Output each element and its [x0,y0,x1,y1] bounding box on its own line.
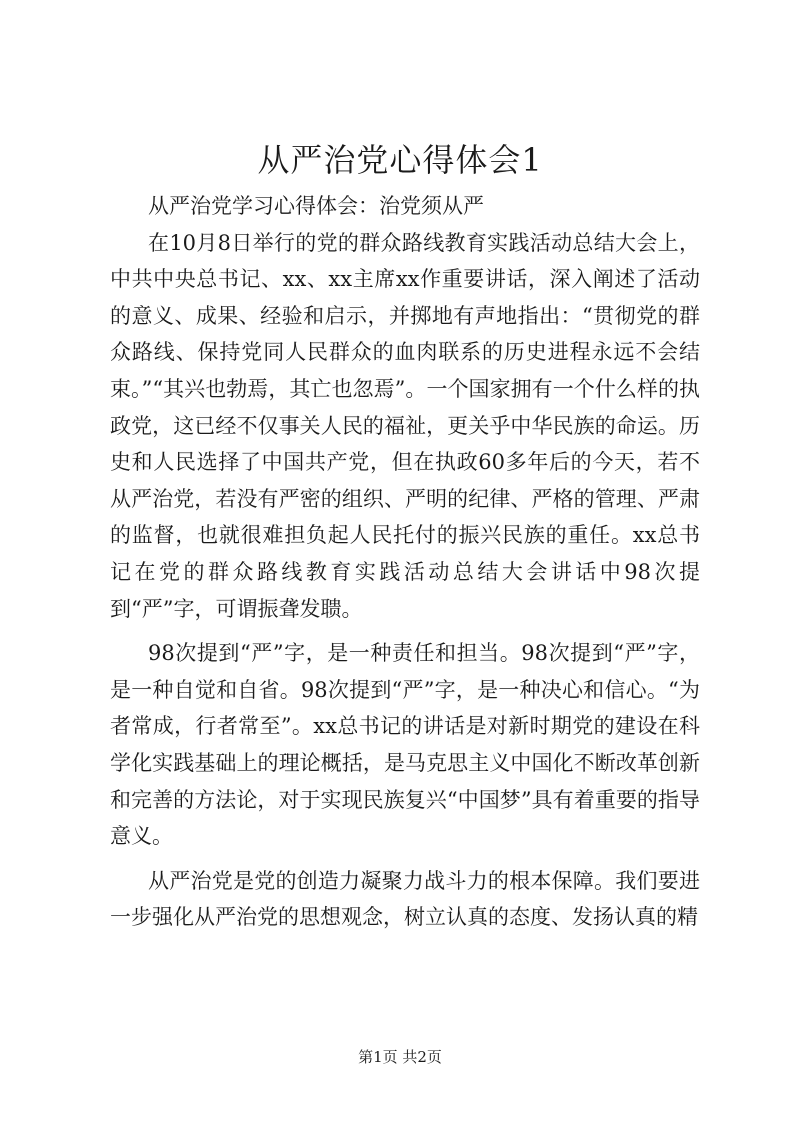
page-number-footer: 第1页 共2页 [358,1048,442,1066]
paragraph-2: 98次提到“严”字，是一种责任和担当。98次提到“严”字，是一种自觉和自省。98次提到“严”字，是一种决心和信心。“为者常成，行者常至”。xx总书记的讲话是对新时期党的建设在科学化实践基础上的理论概括，是马克思主义中国化不断改革创新和完善的方法论，对于实现民族复兴“中国梦”具有着重要的指导意义。 [110,641,700,849]
paragraph-3: 从严治党是党的创造力凝聚力战斗力的根本保障。我们要进一步强化从严治党的思想观念，树立认真的态度、发扬认真的精 [110,868,700,930]
paragraph-1: 在10月8日举行的党的群众路线教育实践活动总结大会上，中共中央总书记、xx、xx主席xx作重要讲话，深入阐述了活动的意义、成果、经验和启示，并掷地有声地指出：“贯彻党的群众路线、保持党同人民群众的血肉联系的历史进程永远不会结束。”“其兴也勃焉，其亡也忽焉”。一个国家拥有一个什么样的执政党，这已经不仅事关人民的福祉，更关乎中华民族的命运。历史和人民选择了中国共产党，但在执政60多年后的今天，若不从严治党，若没有严密的组织、严明的纪律、严格的管理、严肃的监督，也就很难担负起人民托付的振兴民族的重任。xx总书记在党的群众路线教育实践活动总结大会讲话中98次提到“严”字，可谓振聋发聩。 [110,230,700,621]
document-subtitle: 从严治党学习心得体会：治党须从严 [148,194,484,218]
document-body [110,188,700,936]
document-title: 从严治党心得体会1 [257,141,543,179]
